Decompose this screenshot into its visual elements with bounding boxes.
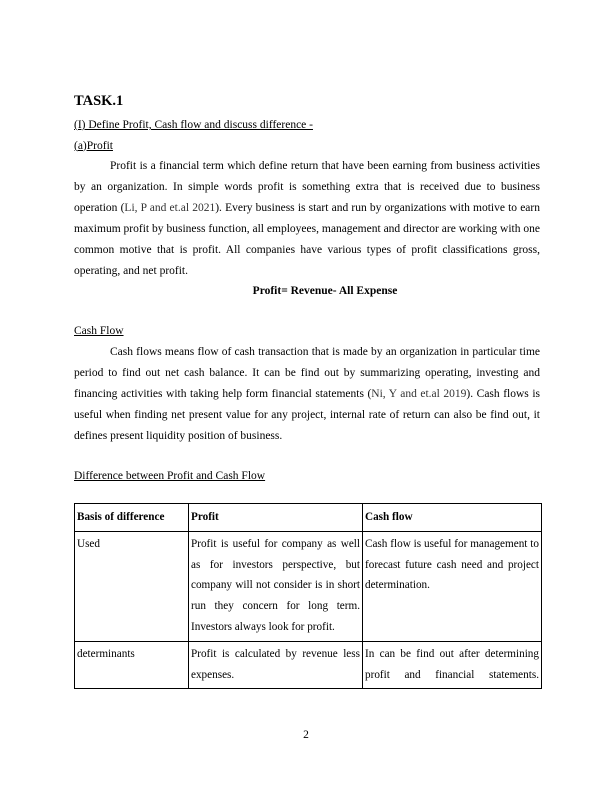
table-cell-basis: determinants xyxy=(75,641,189,689)
spacer xyxy=(74,487,540,503)
table-cell-profit: Profit is useful for company as well as for investors perspective, but company will not consider is in short run they concern for long term. Investors always look for profit. xyxy=(189,531,363,641)
profit-text-part2: ). Every business is start and run by organizations with motive to earn maximum profit by business function, all employees, management and director are working with one common motive that is profit. All companies have various types of profit classifications gross, operating, and net profit. xyxy=(74,201,540,277)
spacer xyxy=(74,301,540,321)
table-cell-cash-flow: In can be find out after determining profit and financial statements. xyxy=(363,641,542,689)
profit-paragraph xyxy=(74,156,540,281)
profit-heading: (a)Profit xyxy=(74,139,113,152)
table-cell-cash-flow: Cash flow is useful for management to forecast future cash need and project determination. xyxy=(363,531,542,641)
profit-text-part1: Profit is a financial term which define return that have been earning from business activities by an organization. In simple words profit is something extra that is received due to business operation ( xyxy=(74,160,540,214)
difference-heading: Difference between Profit and Cash Flow xyxy=(74,470,266,483)
section-heading: (I) Define Profit, Cash flow and discuss difference - xyxy=(74,119,313,131)
column-header-basis: Basis of difference xyxy=(75,503,189,531)
table-row xyxy=(75,641,542,689)
table-header-row xyxy=(75,503,542,531)
cash-flow-heading: Cash Flow xyxy=(74,325,124,338)
cash-flow-paragraph xyxy=(74,342,540,447)
cash-flow-text-part1: Cash flows means flow of cash transaction that is made by an organization in particular time period to find out net cash balance. It can be find out by summarizing operating, investing and financing activities with taking help form financial statements ( xyxy=(74,345,540,400)
column-header-profit: Profit xyxy=(189,503,363,531)
difference-table xyxy=(74,503,542,689)
table-cell-basis: Used xyxy=(75,531,189,641)
table-row xyxy=(75,531,542,641)
page-number: 2 xyxy=(303,729,309,741)
task-title: TASK.1 xyxy=(74,93,124,109)
profit-formula: Profit= Revenue- All Expense xyxy=(252,285,398,298)
table-cell-profit: Profit is calculated by revenue less expenses. xyxy=(189,641,363,689)
cash-flow-text-part2: ). Cash flows is useful when finding net present value for any project, internal rate of return can also be find out, it defines present liquidity position of business. xyxy=(74,387,540,442)
column-header-cash-flow: Cash flow xyxy=(363,503,542,531)
profit-citation: Li, P and et.al 2021 xyxy=(124,201,216,214)
page-content xyxy=(74,91,540,689)
spacer xyxy=(74,446,540,466)
cash-flow-citation: Ni, Y and et.al 2019 xyxy=(371,387,467,400)
